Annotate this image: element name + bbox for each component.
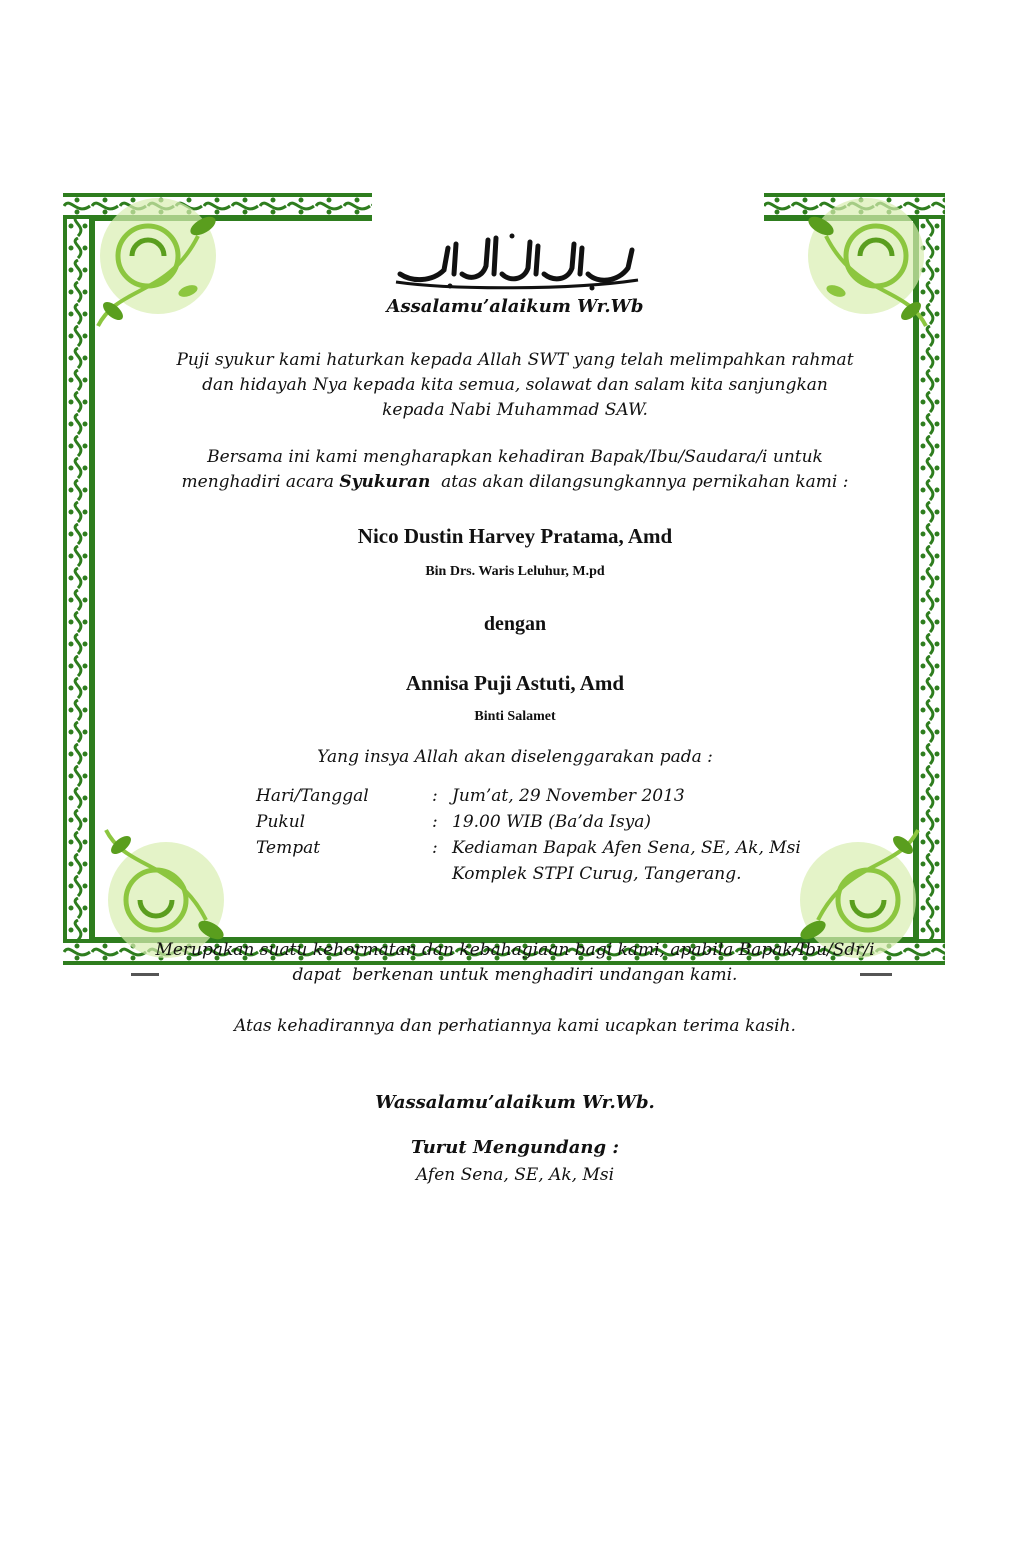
detail-row-time: [256, 809, 876, 835]
honor-line-1: Merupakan suatu kehormatan dan kebahagiaan bagi kami, apabila Bapak/Ibu/Sdr/i: [155, 940, 875, 960]
invitation-line-2-pre: menghadiri acara: [181, 472, 340, 492]
detail-label: Pukul: [256, 812, 306, 832]
schedule-intro: Yang insya Allah akan diselenggarakan pada :: [317, 747, 713, 767]
bismillah-calligraphy: [392, 230, 642, 292]
groom-parent: Bin Drs. Waris Leluhur, M.pd: [425, 564, 605, 579]
scan-mark-right: [860, 973, 892, 976]
floral-corner-top-left-icon: [88, 196, 238, 346]
detail-separator: :: [432, 838, 438, 858]
scan-mark-left: [131, 973, 159, 976]
gratitude-line-1: Puji syukur kami haturkan kepada Allah SWT yang telah melimpahkan rahmat: [176, 350, 854, 370]
invitation-line-2-post: atas akan dilangsungkannya pernikahan kami :: [430, 472, 849, 492]
detail-value: 19.00 WIB (Ba’da Isya): [452, 812, 652, 832]
opening-greeting: Assalamu’alaikum Wr.Wb: [386, 296, 644, 317]
invitation-paragraph: [140, 445, 890, 495]
gratitude-line-2: dan hidayah Nya kepada kita semua, solawat dan salam kita sanjungkan: [202, 375, 828, 395]
groom-name: Nico Dustin Harvey Pratama, Amd: [357, 524, 673, 548]
event-details: [256, 783, 876, 887]
invitation-line-2: [140, 470, 890, 495]
detail-value: Kediaman Bapak Afen Sena, SE, Ak, Msi: [452, 838, 801, 858]
detail-row-address: [256, 861, 876, 887]
detail-value: Komplek STPI Curug, Tangerang.: [452, 864, 742, 884]
invitation-line-1: Bersama ini kami mengharapkan kehadiran Bapak/Ibu/Saudara/i untuk: [207, 447, 823, 467]
detail-row-place: [256, 835, 876, 861]
detail-label: Tempat: [256, 838, 321, 858]
detail-separator: :: [432, 812, 438, 832]
inviter-label: Turut Mengundang :: [410, 1137, 620, 1158]
honor-paragraph: [140, 938, 890, 988]
thanks-line: Atas kehadirannya dan perhatiannya kami ucapkan terima kasih.: [234, 1016, 796, 1036]
detail-value: Jum’at, 29 November 2013: [452, 786, 685, 806]
bride-name: Annisa Puji Astuti, Amd: [405, 671, 625, 695]
event-type: Syukuran: [339, 472, 431, 492]
inviter-name: Afen Sena, SE, Ak, Msi: [415, 1165, 615, 1185]
detail-row-date: [256, 783, 876, 809]
gratitude-paragraph: [140, 348, 890, 423]
bismillah-gap: [372, 188, 764, 224]
couple-connector: dengan: [483, 613, 547, 635]
bride-parent: Binti Salamet: [474, 709, 556, 724]
detail-label: Hari/Tanggal: [256, 786, 369, 806]
floral-corner-top-right-icon: [786, 196, 936, 346]
closing-greeting: Wassalamu’alaikum Wr.Wb.: [375, 1092, 655, 1113]
honor-line-2: dapat berkenan untuk menghadiri undangan kami.: [292, 965, 738, 985]
detail-separator: :: [432, 786, 438, 806]
gratitude-line-3: kepada Nabi Muhammad SAW.: [382, 400, 648, 420]
